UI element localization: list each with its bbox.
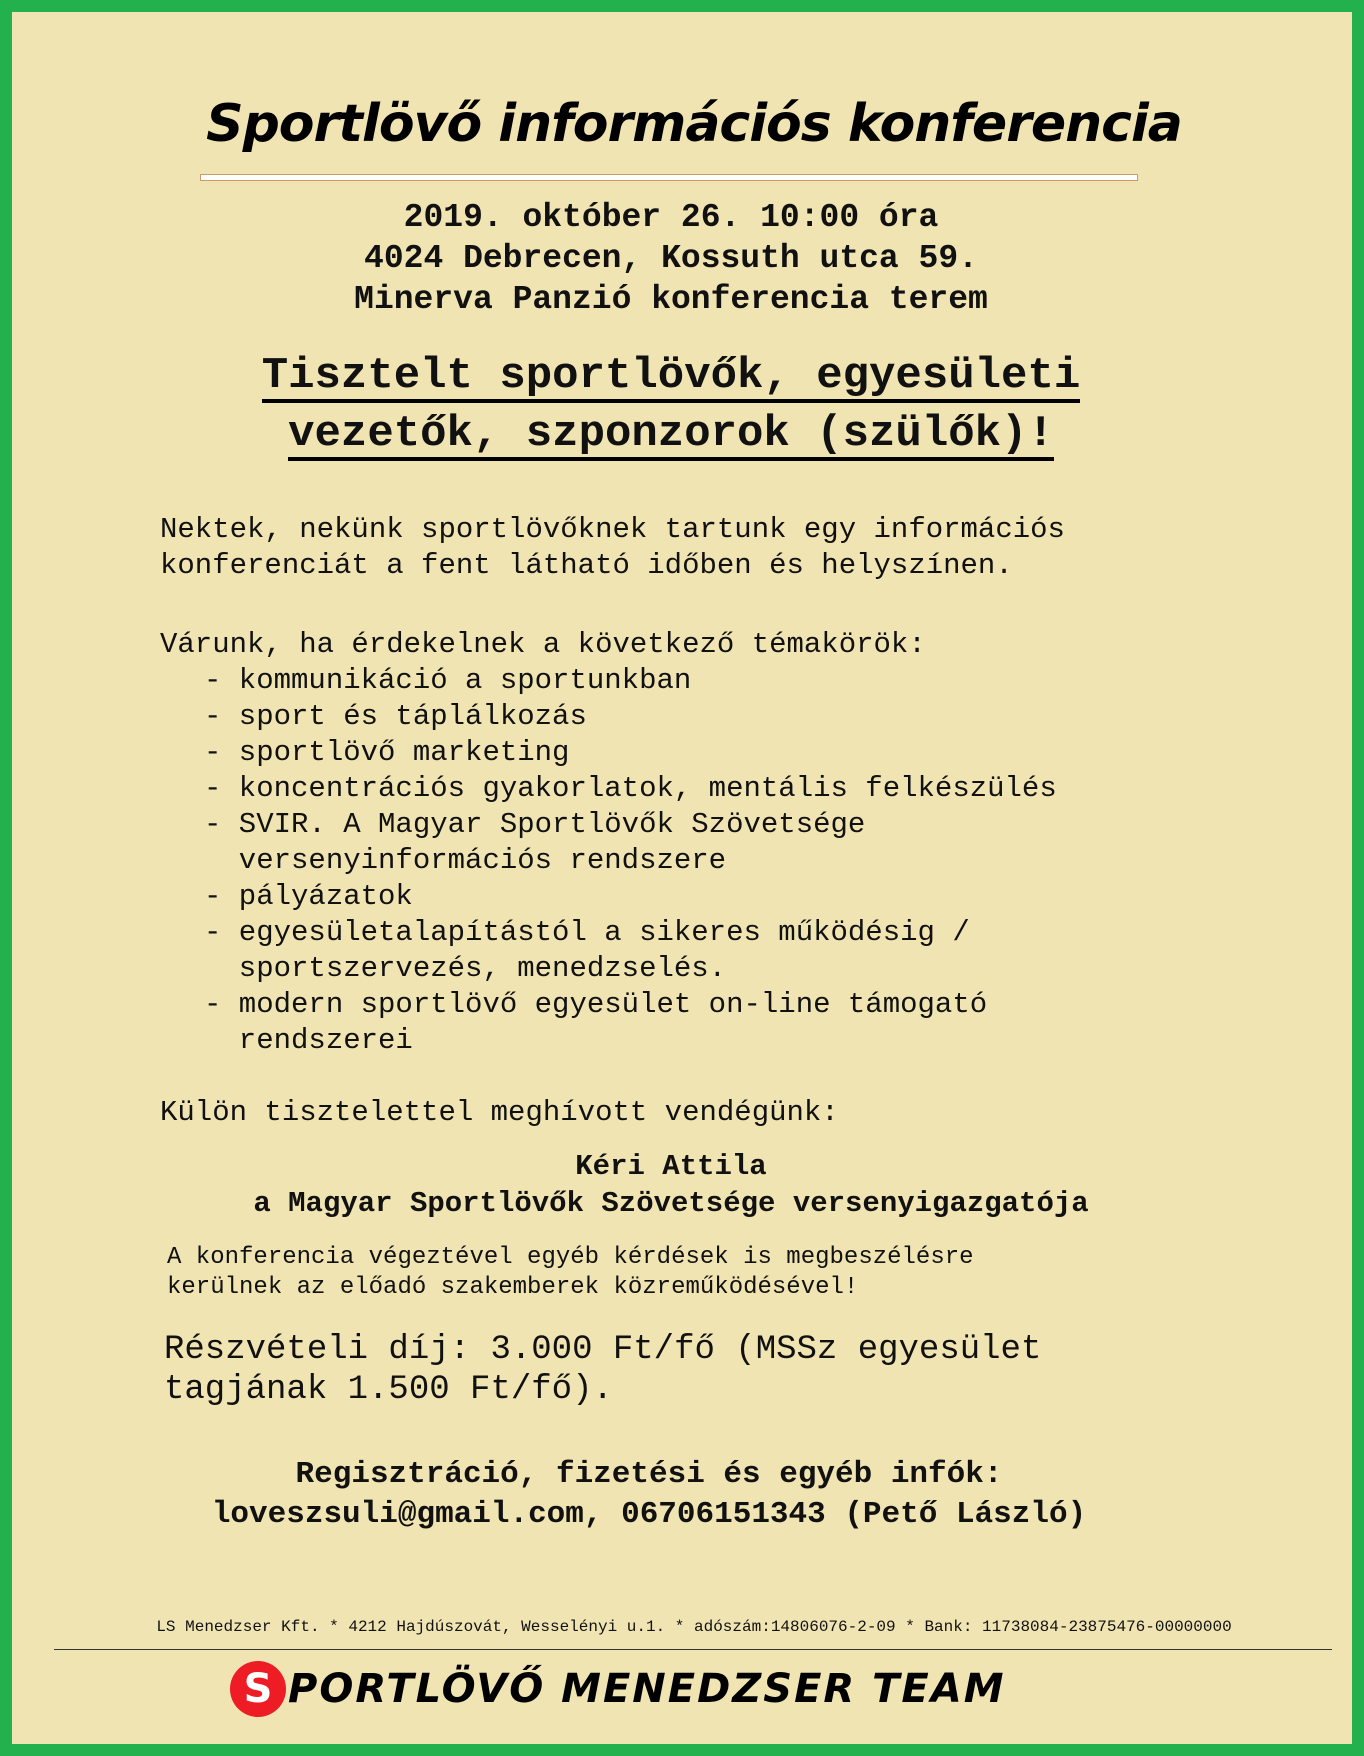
logo-text: PORTLÖVŐ MENEDZSER TEAM (288, 1666, 1006, 1712)
logo-badge-icon: S (230, 1661, 286, 1717)
list-item: - pályázatok (204, 880, 413, 913)
registration-contact: loveszsuli@gmail.com, 06706151343 (Pető László) (211, 1497, 1087, 1532)
list-item: rendszerei (204, 1024, 413, 1057)
list-item: - koncentrációs gyakorlatok, mentális felkészülés (204, 772, 1057, 805)
registration-heading: Regisztráció, fizetési és egyéb infók: (295, 1457, 1003, 1492)
note-line-1: A konferencia végeztével egyéb kérdések is megbeszélésre (167, 1244, 974, 1271)
footer-divider (54, 1649, 1332, 1650)
fee-line-1: Részvételi díj: 3.000 Ft/fő (MSSz egyesület (164, 1331, 1042, 1369)
guest-block (12, 1148, 1330, 1222)
list-item: sportszervezés, menedzselés. (204, 952, 727, 985)
event-address: 4024 Debrecen, Kossuth utca 59. (364, 240, 978, 277)
salutation-line-1: Tisztelt sportlövők, egyesületi (261, 351, 1081, 401)
participation-fee (164, 1330, 1041, 1410)
list-item: - SVIR. A Magyar Sportlövők Szövetsége (204, 808, 866, 841)
title-divider (200, 174, 1138, 181)
guest-role: a Magyar Sportlövők Szövetsége versenyigazgatója (253, 1187, 1089, 1220)
guest-heading: Külön tisztelettel meghívott vendégünk: (160, 1096, 839, 1129)
event-datetime: 2019. október 26. 10:00 óra (403, 199, 939, 236)
guest-name: Kéri Attila (575, 1150, 767, 1183)
event-venue: Minerva Panzió konferencia terem (354, 281, 988, 318)
list-item: - sportlövő marketing (204, 736, 570, 769)
page-title: Sportlövő információs konferencia (206, 94, 1182, 154)
intro-paragraph (160, 512, 1065, 584)
topics-heading: Várunk, ha érdekelnek a következő témakörök: (160, 628, 926, 661)
topics-list (204, 663, 1057, 1059)
intro-line-1: Nektek, nekünk sportlövőknek tartunk egy információs (160, 513, 1065, 546)
company-info: LS Menedzser Kft. * 4212 Hajdúszovát, Wesselényi u.1. * adószám:14806076-2-09 * Bank: 11738084-23875476-00000000 (156, 1618, 1232, 1636)
list-item: - sport és táplálkozás (204, 700, 587, 733)
registration-info (12, 1455, 1286, 1535)
team-logo (230, 1660, 1006, 1718)
fee-line-2: tagjának 1.500 Ft/fő). (164, 1371, 613, 1409)
salutation-line-2: vezetők, szponzorok (szülők)! (288, 409, 1054, 459)
list-item: - kommunikáció a sportunkban (204, 664, 692, 697)
salutation-heading (12, 349, 1330, 465)
intro-line-2: konferenciát a fent látható időben és helyszínen. (160, 549, 1013, 582)
note-line-2: kerülnek az előadó szakemberek közreműködésével! (167, 1274, 859, 1301)
list-item: - egyesületalapítástól a sikeres működésig / (204, 916, 970, 949)
list-item: versenyinformációs rendszere (204, 844, 727, 877)
list-item: - modern sportlövő egyesület on-line támogató (204, 988, 988, 1021)
event-info (12, 197, 1330, 320)
closing-note (167, 1243, 974, 1303)
